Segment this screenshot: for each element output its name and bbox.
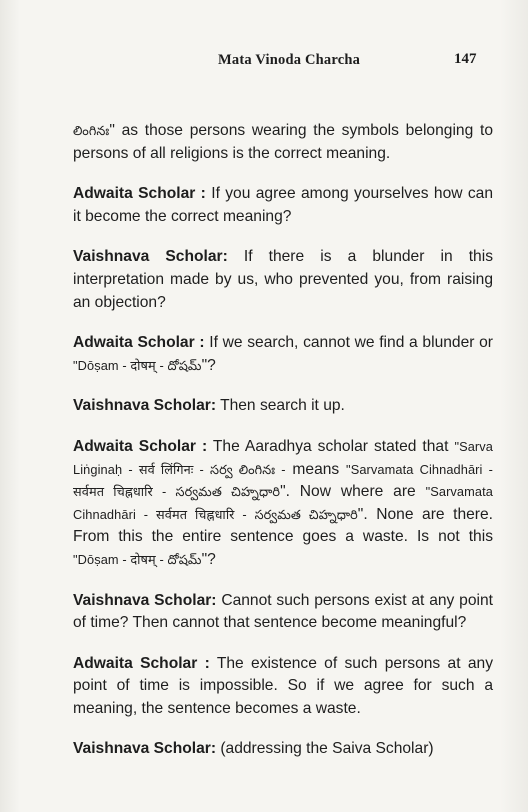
dialogue-paragraph [73,246,493,314]
dialogue-text [73,120,493,779]
dialogue-paragraph [73,653,493,721]
dialogue-text-segment: Then search it up. [216,397,345,415]
dialogue-text-segment: "? [201,356,216,374]
speaker-label: Adwaita Scholar : [73,654,210,672]
page-header [0,52,528,74]
running-title: Mata Vinoda Charcha [218,52,361,68]
speaker-label: Adwaita Scholar : [73,437,208,455]
dialogue-text-segment: means [285,460,347,478]
dialogue-text-segment: " as those persons wearing the symbols belonging to persons of all religions is the correct meaning. [73,122,493,162]
dialogue-paragraph [73,120,493,165]
transliterated-term: "Dōṣam - दोषम् - దోషమ్ [73,357,202,373]
dialogue-text-segment: Cannot such persons exist at any point of time? Then cannot that sentence become meaningful? [73,591,493,632]
speaker-label: Vaishnava Scholar: [73,397,217,415]
transliterated-term: లింగినః [73,123,110,138]
transliterated-term: "Sarvamata Cihnadhāri - सर्वमत चिह्नधारि - సర్వమత చిహ్నధారి [73,484,493,522]
dialogue-text-segment: ". None are there. From this the entire sentence goes a waste. Is not this [73,505,493,546]
dialogue-paragraph [73,332,493,377]
dialogue-paragraph [73,436,493,572]
dialogue-paragraph [73,395,493,418]
speaker-label: Adwaita Scholar : [73,185,206,203]
transliterated-term: "Dōṣam - दोषम् - దోషమ్ [73,551,202,567]
speaker-label: Vaishnava Scholar: [73,591,217,609]
dialogue-text-segment: If there is a blunder in this interpretation made by us, who prevented you, from raising an objection? [73,248,493,311]
dialogue-paragraph [73,738,493,761]
page-number: 147 [454,51,477,67]
dialogue-text-segment: The existence of such persons at any point of time is impossible. So if we agree for such a meaning, the sentence becomes a waste. [73,654,493,717]
dialogue-text-segment: If you agree among yourselves how can it become the correct meaning? [73,185,494,225]
dialogue-text-segment: "? [201,550,216,568]
dialogue-paragraph [73,183,493,228]
speaker-label: Vaishnava Scholar: [73,248,228,266]
dialogue-text-segment: The Aaradhya scholar stated that [207,437,455,455]
transliterated-term: "Sarvamata Cihnadhāri - सर्वमत चिह्नधारि - సర్వమత చిహ్నధారి [73,461,493,500]
speaker-label: Adwaita Scholar : [73,334,205,352]
dialogue-paragraph [73,590,493,635]
dialogue-text-segment: (addressing the Saiva Scholar) [216,740,434,758]
dialogue-text-segment: If we search, cannot we find a blunder or [204,334,494,352]
dialogue-text-segment: ". Now where are [280,483,426,501]
transliterated-term: "Sarva Liṅginaḥ - सर्व लिंगिनः - సర్వ లింగినః - [73,438,494,477]
speaker-label: Vaishnava Scholar: [73,740,217,758]
